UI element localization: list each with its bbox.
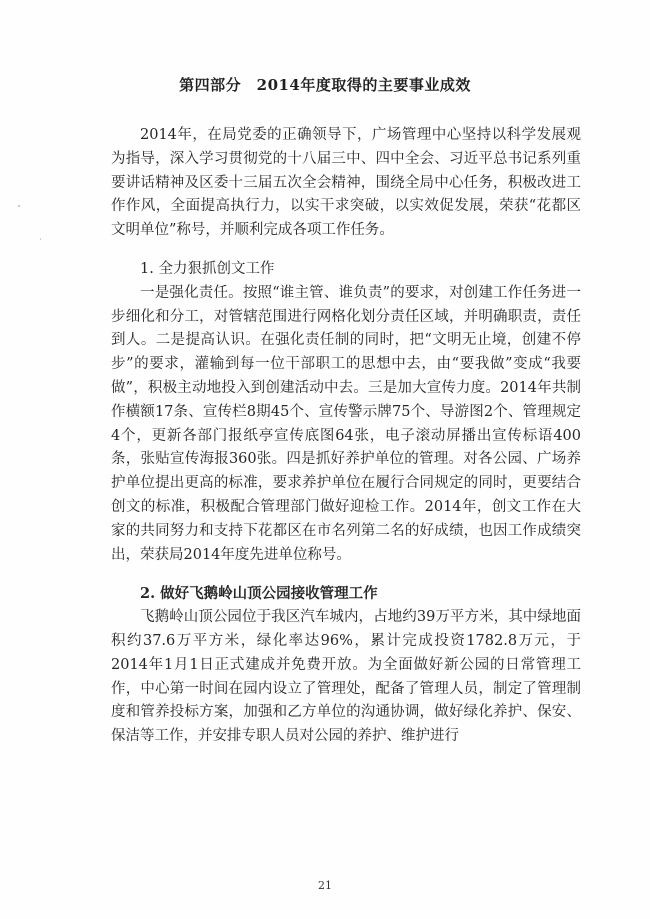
intro-paragraph: 2014年，在局党委的正确领导下，广场管理中心坚持以科学发展观为指导，深入学习贯彻党的十八届三中、四中全会、习近平总书记系列重要讲话精神及区委十三届五次全会精神，围绕全局中心任务，积极改进工作作风，全面提高执行力，以实干求突破，以实效促发展，荣获“花都区文明单位”称号，并顺利完成各项工作任务。 bbox=[111, 127, 581, 239]
section-2-heading: 2. 做好飞鹅岭山顶公园接收管理工作 bbox=[140, 585, 378, 603]
section-2-paragraph: 飞鹅岭山顶公园位于我区汽车城内，占地约39万平方米，其中绿地面积约37.6万平方米，绿化率达96%，累计完成投资1782.8万元，于2014年1月1日正式建成并免费开放。为全面做好新公园的日常管理工作，中心第一时间在园内设立了管理处，配备了管理人员，制定了管理制度和管养投标方案，加强和乙方单位的沟通协调，做好绿化养护、保安、保洁等工作，并安排专职人员对公园的养护、维护进行 bbox=[111, 609, 581, 745]
section-1-paragraph: 一是强化责任。按照“谁主管、谁负责”的要求，对创建工作任务进一步细化和分工，对管辖范围进行网格化划分责任区域，并明确职责，责任到人。二是提高认识。在强化责任制的同时，把“文明无止境，创建不停步”的要求，灌输到每一位干部职工的思想中去，由“要我做”变成“我要做”，积极主动地投入到创建活动中去。三是加大宣传力度。2014年共制作横额17条、宣传栏8期45个、宣传警示牌75个、导游图2个、管理规定4个，更新各部门报纸亭宣传底图64张，电子滚动屏播出宣传标语400条，张贴宣传海报360张。四是抓好养护单位的管理。对各公园、广场养护单位提出更高的标准，要求养护单位在履行合同规定的同时，更要结合创文的标准，积极配合管理部门做好迎检工作。2014年，创文工作在大家的共同努力和支持下花都区在市名列第二名的好成绩，也因工作成绩突出，荣获局2014年度先进单位称号。 bbox=[111, 284, 581, 563]
page-number: 21 bbox=[318, 879, 332, 892]
section-1-heading: 1. 全力狠抓创文工作 bbox=[140, 260, 275, 277]
page-title: 第四部分 2014年度取得的主要事业成效 bbox=[179, 76, 471, 94]
scan-speck bbox=[18, 205, 20, 207]
scan-speck bbox=[40, 238, 41, 240]
document-body bbox=[111, 124, 581, 749]
